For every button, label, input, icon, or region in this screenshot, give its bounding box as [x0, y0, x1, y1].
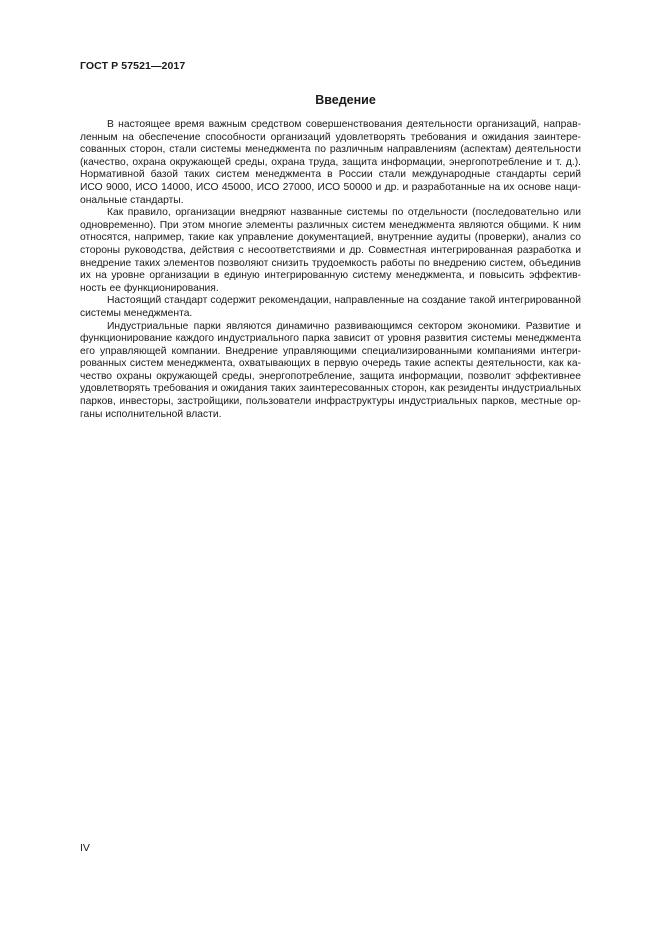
paragraph [80, 295, 581, 320]
section-title: Введение [315, 93, 376, 107]
paragraph [80, 119, 581, 207]
text-line: сованных сторон, стали системы менеджмента по различным направлениям (аспектам) деятельности [80, 144, 581, 156]
text-line: внедрение таких элементов позволяют снизить трудоемкость работы по внедрению систем, объединив [80, 257, 581, 269]
paragraph [80, 321, 581, 422]
document-body [80, 119, 581, 421]
text-line: ганы исполнительной власти. [80, 408, 222, 420]
text-line: Настоящий стандарт содержит рекомендации, направленные на создание такой интегрированной [107, 295, 581, 307]
text-line: относятся, например, такие как управление документацией, внутренние аудиты (проверки), анализ со [80, 232, 581, 244]
text-line: функционирование каждого индустриального парка зависит от уровня развития системы менеджмента [80, 333, 581, 345]
text-line: удовлетворять требования и ожидания таких заинтересованных сторон, как резиденты индустриальных [80, 383, 581, 395]
page-number: IV [80, 842, 90, 854]
text-line: (качество, охрана окружающей среды, охрана труда, защита информации, энергопотребление и т. д.). [80, 156, 581, 168]
paragraph [80, 207, 581, 295]
text-line: ональные стандарты. [80, 194, 184, 206]
text-line: ность ее функционирования. [80, 282, 219, 294]
text-line: системы менеджмента. [80, 307, 193, 319]
text-line: парков, инвесторы, застройщики, пользователи инфраструктуры индустриальных парков, местные ор- [80, 396, 581, 408]
text-line: его управляющей компании. Внедрение управляющими специализированными компаниями интегри- [80, 345, 581, 357]
text-line: их на уровне организации в единую интегрированную систему менеджмента, и повысить эффектив- [80, 270, 581, 282]
text-line: ИСО 9000, ИСО 14000, ИСО 45000, ИСО 27000, ИСО 50000 и др. и разработанные на их основе наци- [80, 181, 581, 193]
text-line: ленным на обеспечение способности организаций удовлетворять требования и ожидания заинтере- [80, 131, 581, 143]
text-line: одновременно). При этом многие элементы различных систем менеджмента являются общими. К ним [80, 219, 581, 231]
text-line: В настоящее время важным средством совершенствования деятельности организаций, направ- [107, 119, 581, 130]
document-header: ГОСТ Р 57521—2017 [80, 60, 186, 72]
text-line: стороны руководства, действия с несоответствиями и др. Совместная интегрированная разработка и [80, 244, 581, 256]
text-line: рованных систем менеджмента, охватывающих в первую очередь такие аспекты деятельности, как ка- [80, 358, 581, 370]
text-line: чество охраны окружающей среды, энергопотребление, защита информации, позволит эффективнее [80, 370, 581, 382]
text-line: Индустриальные парки являются динамично развивающимся сектором экономики. Развитие и [107, 320, 581, 332]
text-line: Нормативной базой таких систем менеджмента в России стали международные стандарты серий [80, 169, 581, 181]
text-line: Как правило, организации внедряют названные системы по отдельности (последовательно или [107, 207, 581, 219]
